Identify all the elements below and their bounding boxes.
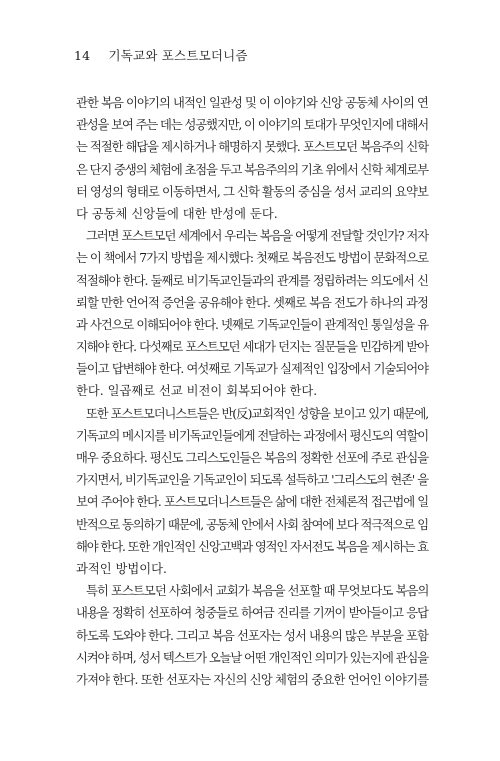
paragraph [76, 92, 428, 225]
text-line: 가져야 한다. 또한 선포자는 자신의 신앙 체험의 중요한 언어인 이야기를 [76, 672, 429, 687]
page-number: 14 [74, 48, 91, 63]
text-line: 시켜야 하며, 성서 텍스트가 오늘날 어떤 개인적인 의미가 있는지에 관심을 [76, 650, 428, 665]
text-line: 과적인 방법이다. [76, 561, 167, 576]
text-line: 은 단지 중생의 체험에 초점을 두고 복음주의의 기초 위에서 신학 체계로부 [76, 162, 428, 177]
text-line: 또한 포스트모더니스트들은 반(反)교회적인 성향을 보이고 있기 때문에, [86, 406, 428, 421]
paragraph [76, 403, 428, 581]
text-line: 특히 포스트모던 사회에서 교회가 복음을 선포할 때 무엇보다도 복음의 [86, 584, 429, 599]
text-line: 해야 한다. 또한 개인적인 신앙고백과 영적인 자서전도 복음을 제시하는 효 [76, 539, 428, 554]
running-head [74, 46, 248, 64]
text-line: 보여 주어야 한다. 포스트모더니스트들은 삶에 대한 전체론적 접근법에 일 [76, 495, 428, 510]
text-line: 매우 중요하다. 평신도 그리스도인들은 복음의 정확한 선포에 주로 관심을 [76, 451, 428, 465]
running-head-title: 기독교와 포스트모더니즘 [108, 48, 248, 63]
text-line: 내용을 정확히 선포하여 청중들로 하여금 진리를 기꺼이 받아들이고 응답 [76, 606, 428, 621]
text-line: 는 적절한 해답을 제시하거나 해명하지 못했다. 포스트모던 복음주의 신학 [76, 140, 428, 155]
text-line: 하도록 도와야 한다. 그리고 복음 선포자는 성서 내용의 많은 부분을 포함 [76, 628, 428, 643]
text-line: 가지면서, 비기독교인을 기독교인이 되도록 설득하고 '그리스도의 현존' 을 [76, 473, 428, 488]
text-line: 과 사건으로 이해되어야 한다. 넷째로 기독교인들이 관계적인 통일성을 유 [76, 317, 428, 332]
text-line: 다 공동체 신앙들에 대한 반성에 둔다. [76, 206, 278, 221]
paragraph [76, 580, 428, 691]
body-text [76, 92, 428, 691]
paragraph [76, 225, 428, 403]
text-line: 관한 복음 이야기의 내적인 일관성 및 이 이야기와 신앙 공동체 사이의 연 [76, 96, 428, 110]
text-line: 적절해야 한다. 둘째로 비기독교인들과의 관계를 정립하려는 의도에서 신 [76, 273, 428, 288]
text-line: 그러면 포스트모던 세계에서 우리는 복음을 어떻게 전달할 것인가? 저자 [86, 229, 428, 244]
text-line: 반적으로 동의하기 때문에, 공동체 안에서 사회 참여에 보다 적극적으로 임 [76, 517, 428, 532]
text-line: 관성을 보여 주는 데는 성공했지만, 이 이야기의 토대가 무엇인지에 대해서 [76, 118, 428, 133]
text-line: 뢰할 만한 언어적 증언을 공유해야 한다. 셋째로 복음 전도가 하나의 과정 [76, 295, 428, 310]
text-line: 터 영성의 형태로 이동하면서, 그 신학 활동의 중심을 성서 교리의 요약보 [76, 184, 428, 199]
text-line: 지해야 한다. 다섯째로 포스트모던 세대가 던지는 질문들을 민감하게 받아 [76, 340, 428, 355]
text-line: 한다. 일곱째로 선교 비전이 회복되어야 한다. [76, 384, 318, 399]
text-line: 는 이 책에서 7가지 방법을 제시했다: 첫째로 복음전도 방법이 문화적으로 [76, 251, 428, 266]
text-line: 기독교의 메시지를 비기독교인들에게 전달하는 과정에서 평신도의 역할이 [76, 428, 428, 443]
text-line: 들이고 답변해야 한다. 여섯째로 기독교가 실제적인 입장에서 기술되어야 [76, 362, 428, 377]
